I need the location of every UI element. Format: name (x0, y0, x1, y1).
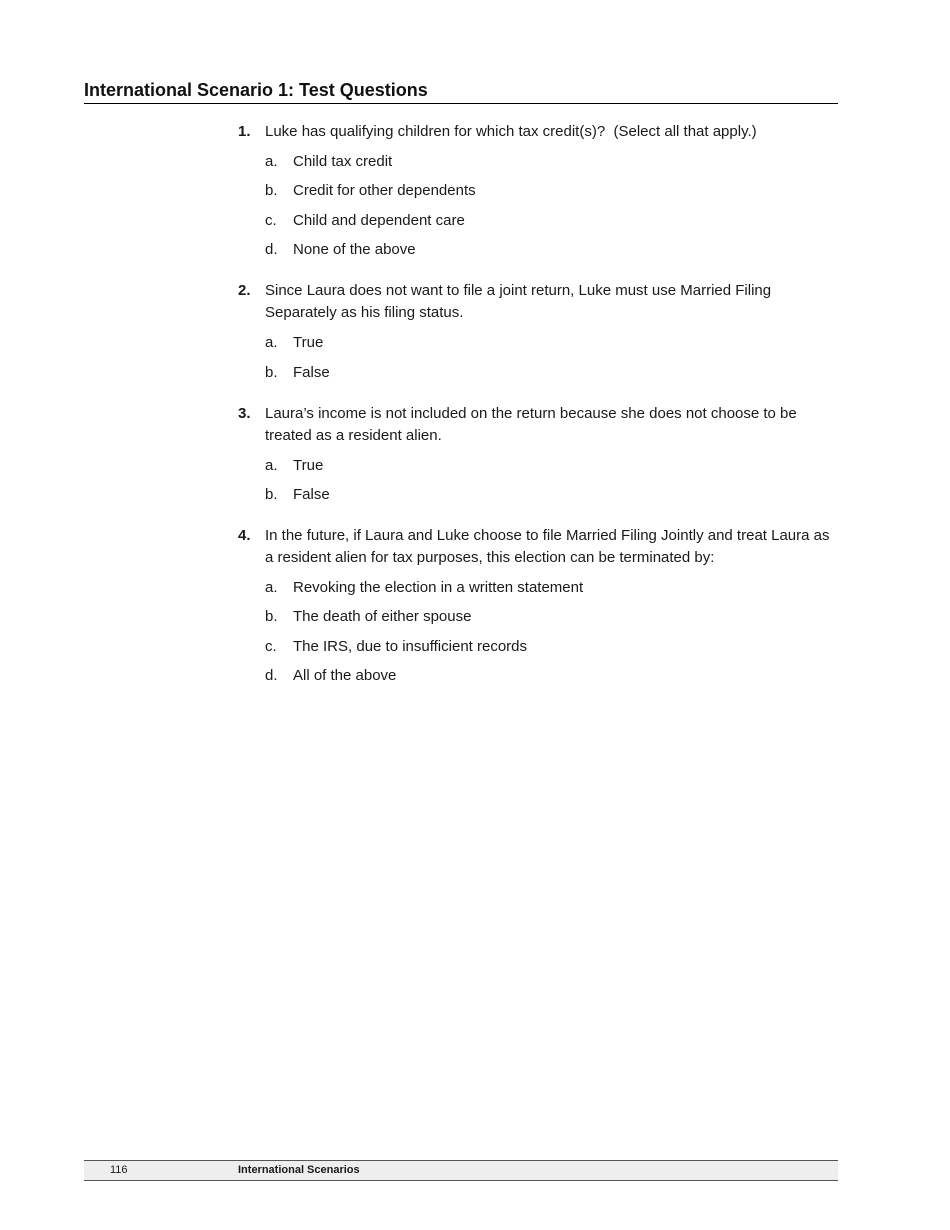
question-number: 2. (238, 282, 251, 300)
option-a (265, 577, 838, 599)
option-b (265, 362, 838, 384)
option-letter: a. (265, 153, 278, 170)
option-text: Child and dependent care (293, 211, 465, 229)
option-text: False (293, 363, 330, 381)
option-text: All of the above (293, 667, 397, 685)
option-b (265, 484, 838, 506)
option-text: The death of either spouse (293, 608, 472, 626)
option-letter: c. (265, 637, 277, 655)
option-letter: b. (265, 608, 278, 626)
option-list (265, 455, 838, 506)
page-title: International Scenario 1: Test Questions (84, 80, 428, 100)
page-number: 116 (110, 1164, 128, 1176)
page-footer (84, 1160, 838, 1181)
option-letter: b. (265, 363, 278, 381)
section-title: International Scenarios (238, 1164, 360, 1176)
question-4 (238, 525, 838, 687)
option-letter: a. (265, 578, 278, 596)
question-1 (238, 121, 838, 261)
option-text: The IRS, due to insufficient records (293, 637, 528, 655)
option-a (265, 332, 838, 354)
option-text: Child tax credit (293, 153, 393, 170)
option-text: False (293, 485, 330, 503)
option-list (265, 577, 838, 687)
option-letter: a. (265, 334, 278, 352)
option-letter: a. (265, 456, 278, 474)
option-text: True (293, 456, 324, 474)
option-list (265, 151, 838, 261)
option-letter: d. (265, 667, 278, 685)
option-a (265, 455, 838, 477)
option-letter: b. (265, 485, 278, 503)
option-text: Credit for other dependents (293, 182, 476, 200)
option-text: Revoking the election in a written statement (293, 578, 584, 596)
option-text: None of the above (293, 241, 416, 259)
page-heading (84, 79, 838, 104)
question-text: Luke has qualifying children for which tax credit(s)? (Select all that apply.) (265, 123, 757, 140)
question-number: 4. (238, 526, 251, 544)
option-letter: c. (265, 211, 277, 229)
option-d (265, 665, 838, 687)
question-3 (238, 403, 838, 506)
option-a (265, 151, 838, 173)
question-2 (238, 280, 838, 383)
option-b (265, 180, 838, 202)
option-d (265, 239, 838, 261)
question-number: 1. (238, 123, 251, 140)
option-text: True (293, 334, 324, 352)
question-text: Laura’s income is not included on the return because she does not choose to be treated as a resident alien. (265, 404, 801, 444)
question-list (238, 121, 838, 706)
question-text: Since Laura does not want to file a joint return, Luke must use Married Filing Separately as his filing status. (265, 282, 776, 322)
question-text: In the future, if Laura and Luke choose to file Married Filing Jointly and treat Laura as a resident alien for tax purposes, this election can be terminated by: (265, 526, 834, 566)
option-letter: b. (265, 182, 278, 200)
option-letter: d. (265, 241, 278, 259)
option-c (265, 636, 838, 658)
question-number: 3. (238, 404, 251, 422)
option-list (265, 332, 838, 383)
option-b (265, 606, 838, 628)
option-c (265, 210, 838, 232)
